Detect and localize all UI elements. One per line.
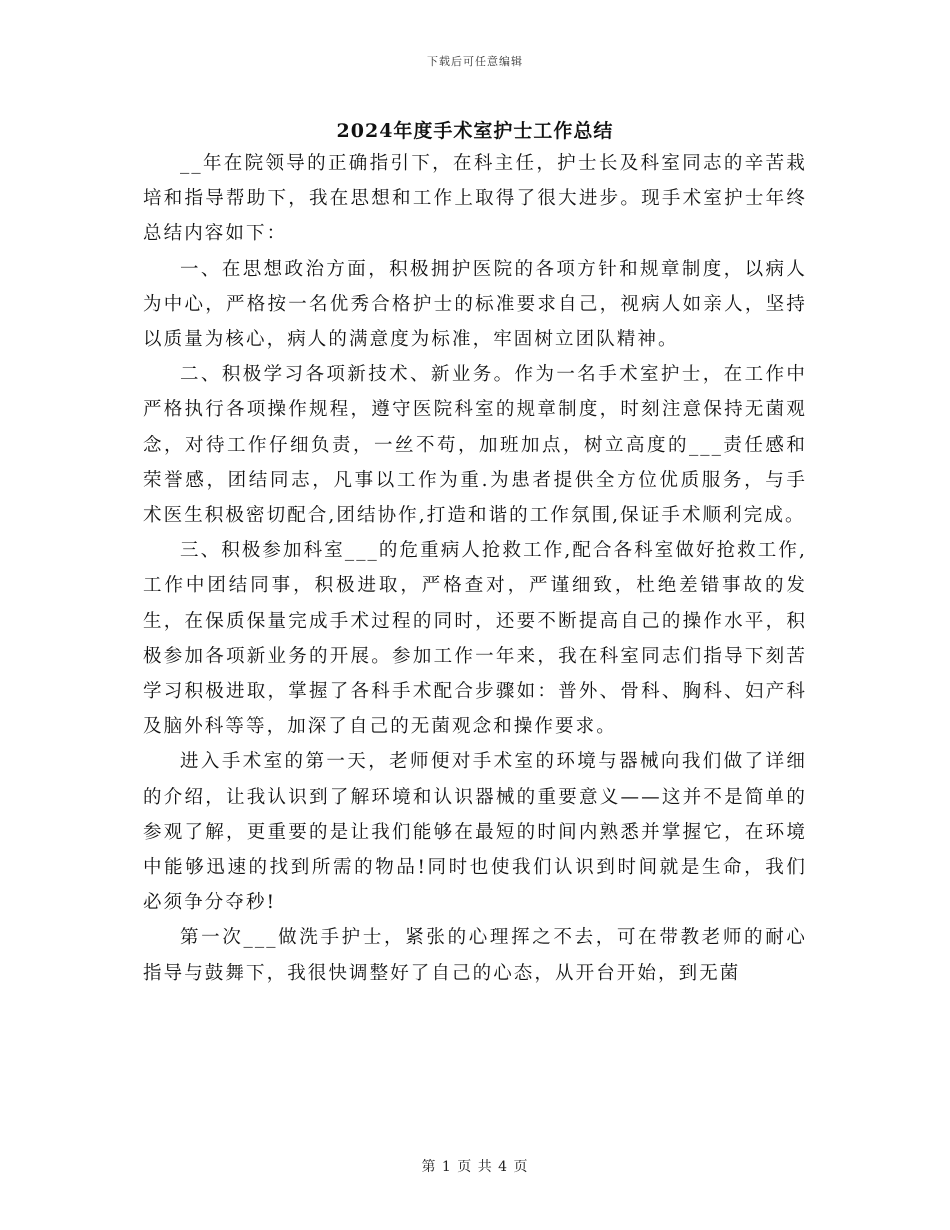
header-note: 下载后可任意编辑 — [427, 55, 523, 68]
paragraph-first-scrub: 第一次___做洗手护士，紧张的心理挥之不去，可在带教老师的耐心指导与鼓舞下，我很快调整好了自己的心态，从开台开始，到无菌 — [143, 927, 807, 984]
paragraph-political: 一、在思想政治方面，积极拥护医院的各项方针和规章制度，以病人为中心，严格按一名优秀合格护士的标准要求自己，视病人如亲人，坚持以质量为核心，病人的满意度为标准，牢固树立团队精神。 — [143, 258, 807, 351]
page-number: 第 1 页 共 4 页 — [421, 1159, 529, 1175]
paragraph-intro: __年在院领导的正确指引下，在科主任，护士长及科室同志的辛苦栽培和指导帮助下，我在思想和工作上取得了很大进步。现手术室护士年终总结内容如下： — [143, 153, 807, 245]
paragraph-rescue: 三、积极参加科室___的危重病人抢救工作,配合各科室做好抢救工作,工作中团结同事，积极进取，严格查对，严谨细致，杜绝差错事故的发生，在保质保量完成手术过程的同时，还要不断提高自己的操作水平，积极参加各项新业务的开展。参加工作一年来，我在科室同志们指导下刻苦学习积极进取，掌握了各科手术配合步骤如：普外、骨科、胸科、妇产科及脑外科等等，加深了自己的无菌观念和操作要求。 — [143, 540, 807, 738]
document-body — [143, 146, 807, 991]
document-title: 2024年度手术室护士工作总结 — [336, 120, 614, 142]
paragraph-first-day: 进入手术室的第一天，老师便对手术室的环境与器械向我们做了详细的介绍，让我认识到了解环境和认识器械的重要意义——这并不是简单的参观了解，更重要的是让我们能够在最短的时间内熟悉并掌握它，在环境中能够迅速的找到所需的物品!同时也使我们认识到时间就是生命，我们必须争分夺秒! — [143, 751, 807, 914]
paragraph-learning: 二、积极学习各项新技术、新业务。作为一名手术室护士，在工作中严格执行各项操作规程，遵守医院科室的规章制度，时刻注意保持无菌观念，对待工作仔细负责，一丝不苟，加班加点，树立高度的___责任感和荣誉感，团结同志，凡事以工作为重.为患者提供全方位优质服务，与手术医生积极密切配合,团结协作,打造和谐的工作氛围,保证手术顺利完成。 — [143, 364, 807, 527]
